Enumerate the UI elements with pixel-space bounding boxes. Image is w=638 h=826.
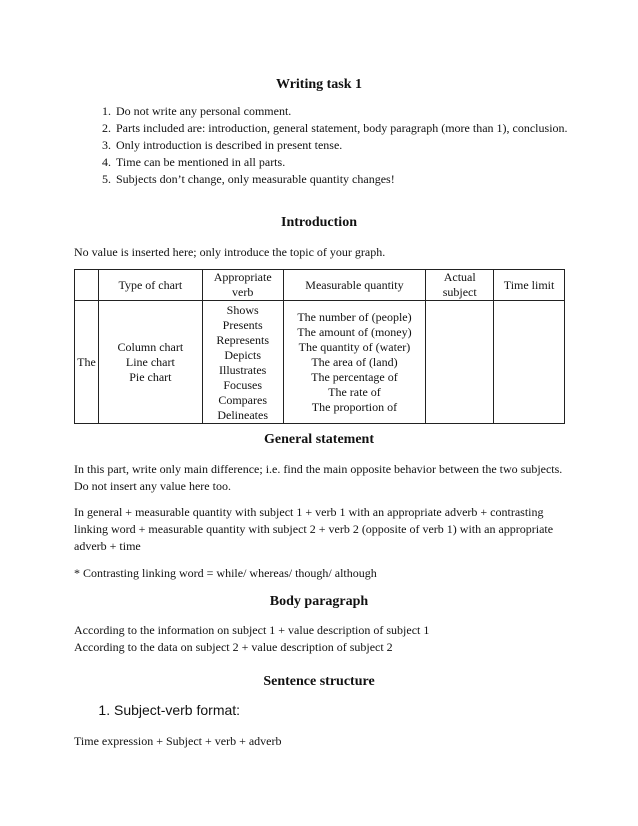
quantities-cell xyxy=(283,301,426,424)
quantity: The proportion of xyxy=(311,399,398,414)
verb: Shows xyxy=(226,303,259,317)
quantity: The rate of xyxy=(328,384,381,399)
quantity: The number of (people) xyxy=(297,309,412,324)
list-item: 5. Subjects don’t change, only measurable quantity changes! xyxy=(114,171,574,188)
table-header-cell: Time limit xyxy=(494,270,565,301)
chart-vocabulary-table xyxy=(74,269,565,424)
quantity: The amount of (money) xyxy=(297,324,412,339)
body-line-2: According to the data on subject 2 + value description of subject 2 xyxy=(74,640,393,654)
table-header-cell xyxy=(75,270,99,301)
list-item: 4. Time can be mentioned in all parts. xyxy=(114,154,574,171)
table-header-cell: Appropriate verb xyxy=(202,270,283,301)
linking-word-note: * Contrasting linking word = while/ whereas/ though/ although xyxy=(74,566,377,580)
actual-subject-cell xyxy=(426,301,494,424)
rules-list xyxy=(94,103,574,188)
table-row xyxy=(75,301,565,424)
introduction-text: No value is inserted here; only introduce the topic of your graph. xyxy=(74,245,386,259)
verb: Depicts xyxy=(224,348,261,362)
introduction-heading: Introduction xyxy=(281,215,357,230)
quantity: The percentage of xyxy=(311,369,398,384)
general-statement-formula: In general + measurable quantity with subject 1 + verb 1 with an appropriate adverb + contrasting linking word + measurable quantity with subject 2 + verb 2 (opposite of verb 1) with an appropriate adverb + time xyxy=(74,505,554,553)
table-header-row xyxy=(75,270,565,301)
chart-type: Line chart xyxy=(125,354,175,369)
list-item: 2. Parts included are: introduction, general statement, body paragraph (more than 1), conclusion. xyxy=(114,120,574,137)
chart-type: Column chart xyxy=(117,339,184,354)
structure-list xyxy=(94,700,574,720)
table-header-cell: Type of chart xyxy=(98,270,202,301)
table-header-cell: Measurable quantity xyxy=(283,270,426,301)
general-statement-heading: General statement xyxy=(263,432,375,447)
time-limit-cell xyxy=(494,301,565,424)
page-title: Writing task 1 xyxy=(275,77,363,92)
chart-types-cell xyxy=(98,301,202,424)
body-paragraph-heading: Body paragraph xyxy=(269,594,369,609)
sentence-structure-heading: Sentence structure xyxy=(263,674,375,689)
general-statement-intro: In this part, write only main difference; i.e. find the main opposite behavior between the two subjects. Do not insert any value here too. xyxy=(74,462,563,493)
list-item: 3. Only introduction is described in present tense. xyxy=(114,137,574,154)
verbs-cell xyxy=(202,301,283,424)
list-item: 1. Do not write any personal comment. xyxy=(114,103,574,120)
body-line-1: According to the information on subject 1 + value description of subject 1 xyxy=(74,623,430,637)
structure-formula: Time expression + Subject + verb + adverb xyxy=(74,734,282,748)
verb: Focuses xyxy=(223,378,263,392)
verb: Compares xyxy=(218,393,267,407)
verb: Delineates xyxy=(217,408,268,422)
verb: Presents xyxy=(222,318,263,332)
list-item: 1. Subject-verb format: xyxy=(114,700,574,720)
row-label-cell: The xyxy=(75,301,99,424)
table-header-cell: Actual subject xyxy=(426,270,494,301)
quantity: The area of (land) xyxy=(311,354,398,369)
quantity: The quantity of (water) xyxy=(298,339,411,354)
verb: Illustrates xyxy=(219,363,267,377)
verb: Represents xyxy=(216,333,269,347)
chart-type: Pie chart xyxy=(129,369,172,384)
